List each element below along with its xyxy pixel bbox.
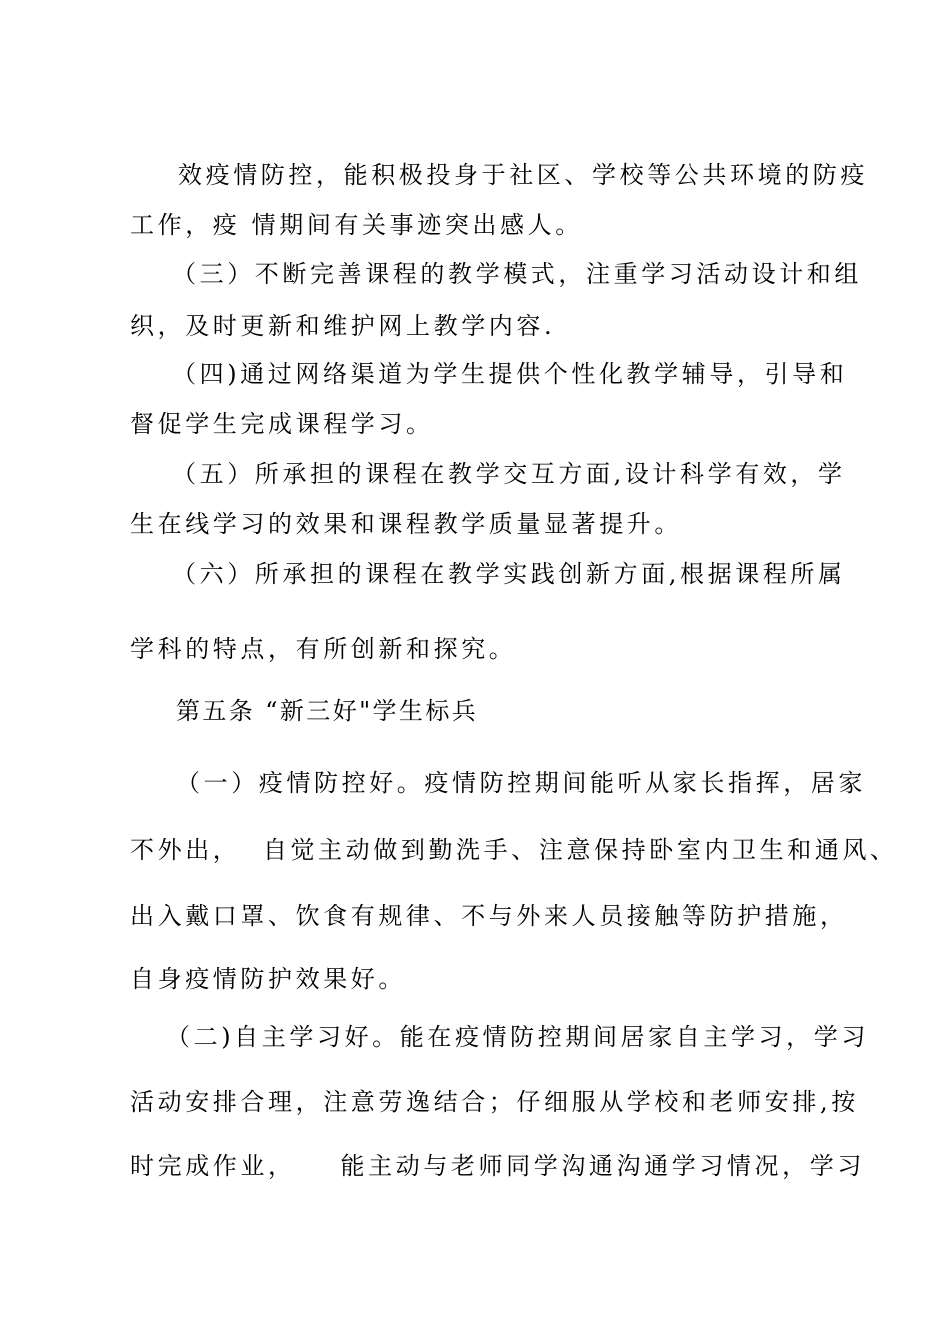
text-line: 出入戴口罩、饮食有规律、不与外来人员接触等防护措施，: [130, 902, 848, 930]
text-line: （四)通过网络渠道为学生提供个性化教学辅导，引导和: [172, 360, 848, 388]
text-line: 生在线学习的效果和课程教学质量显著提升。: [130, 510, 682, 538]
article-heading: 第五条 “新三好"学生标兵: [176, 697, 479, 725]
text-line: （二)自主学习好。能在疫情防控期间居家自主学习，学习: [166, 1023, 869, 1051]
text-line: 活动安排合理，注意劳逸结合；仔细服从学校和老师安排,按: [130, 1088, 859, 1116]
text-line: （三）不断完善课程的教学模式，注重学习活动设计和组: [172, 260, 862, 288]
text-line: 不外出， 自觉主动做到勤洗手、注意保持卧室内卫生和通风、: [130, 836, 898, 864]
text-line: 工作，疫 情期间有关事迹突出感人。: [130, 211, 583, 239]
text-line: 时完成作业， 能主动与老师同学沟通沟通学习情况，学习: [130, 1152, 865, 1180]
text-line: 织，及时更新和维护网上教学内容.: [130, 312, 556, 340]
text-line: 自身疫情防护效果好。: [130, 965, 406, 993]
text-line: 学科的特点，有所创新和探究。: [130, 635, 517, 663]
text-line: （五）所承担的课程在教学交互方面,设计科学有效，学: [172, 460, 846, 488]
text-line: 效疫情防控，能积极投身于社区、学校等公共环境的防疫: [178, 161, 868, 189]
text-line: 督促学生完成课程学习。: [130, 410, 434, 438]
text-line: （六）所承担的课程在教学实践创新方面,根据课程所属: [172, 560, 846, 588]
text-line: （一）疫情防控好。疫情防控期间能听从家长指挥，居家: [176, 769, 866, 797]
